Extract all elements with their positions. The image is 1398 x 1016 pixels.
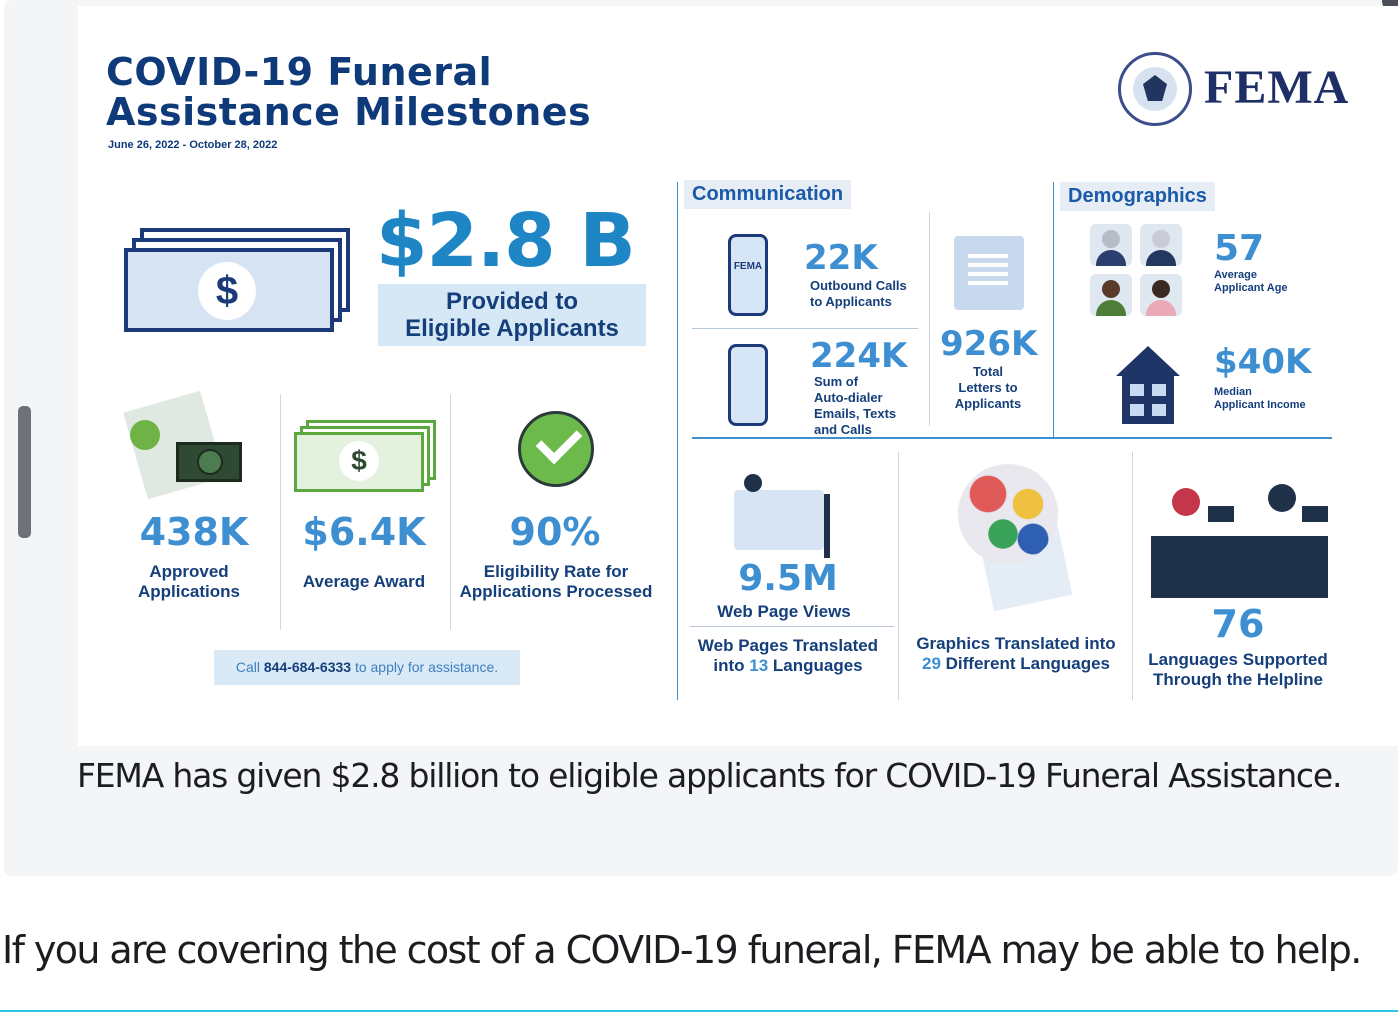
fema-logo [1118,52,1378,132]
letter-scroll-icon [954,236,1024,310]
flags-globe-icon [958,464,1058,564]
divider [898,452,899,700]
article-card [4,0,1398,876]
divider [690,626,894,627]
phone-icon: FEMA [728,234,768,316]
divider [1053,182,1054,438]
income-label: Median Applicant Income [1214,386,1306,411]
stat-label: Average Award [302,572,426,591]
stat-label: Approved Applications [137,562,240,601]
outbound-label: Outbound Calls to Applicants [810,278,907,309]
stat-value: 438K [139,510,249,554]
age-label: Average Applicant Age [1214,269,1288,294]
helpline-value: 76 [1211,602,1265,646]
fema-wordmark: FEMA [1204,61,1350,114]
helpline-label: Languages Supported Through the Helpline [1148,650,1328,689]
avatar-icon [1090,224,1132,266]
views-value: 9.5M [738,558,838,599]
translated-label: Web Pages Translated into 13 Languages [697,636,879,675]
letters-label: Total Letters to Applicants [954,364,1022,411]
dollar-bills-icon: $ [124,228,344,338]
avatar-icon [1090,274,1132,316]
divider [692,328,918,329]
tab-communication: Communication [684,180,851,209]
bottom-divider [0,1010,1398,1012]
divider [280,394,281,630]
divider [1132,452,1133,700]
infographic-title: COVID-19 Funeral Assistance Milestones [106,50,592,134]
avatar-icon [1140,224,1182,266]
tab-demographics: Demographics [1060,182,1215,211]
house-icon [1108,346,1188,426]
date-range: June 26, 2022 - October 28, 2022 [108,139,278,151]
avatar-icon [1140,274,1182,316]
outbound-value: 22K [804,238,878,278]
autodialer-label: Sum of Auto-dialer Emails, Texts and Calls [814,374,897,437]
web-scene-icon [724,464,854,564]
headline-label: Provided to Eligible Applicants [378,284,646,346]
scroll-handle[interactable] [16,404,33,540]
graphics-label: Graphics Translated into 29 Different Languages [916,634,1116,673]
phone-icon [728,344,768,426]
infographic-image: COVID-19 Funeral Assistance Milestones June 26, 2022 - October 28, 2022 FEMA $ $2.8 B Provided to Eligible Applicants $ 438K Approved Applications $6.4K Average Award 90% Eligibility Rate for Applications Processed Call 844-684-6333 to apply for assistance. Communication FEMA 22K Outbound Calls to Applicants 224K Sum of Auto-dialer Emails, Texts and Calls 926K Total Letters to Applicants Demographics 57 Average Applicant Age $40K Median Applicant Income 9.5M Web Page Views Web Pages Translated into 13 Languages Graphics Translated into 29 Different Languages 76 Languages Supported Through the Helpline [78,6,1398,746]
checkmark-icon [518,411,594,487]
body-paragraph: If you are covering the cost of a COVID-19 funeral, FEMA may be able to help. [2,928,1361,972]
phone-number[interactable]: 844-684-6333 [263,659,352,675]
divider [692,437,1332,439]
income-value: $40K [1214,342,1312,382]
stat-value: 90% [509,510,601,554]
call-to-apply: Call 844-684-6333 to apply for assistance. [214,650,520,685]
headline-amount: $2.8 B [376,198,635,284]
divider [450,394,451,630]
divider [677,182,678,700]
image-caption: FEMA has given $2.8 billion to eligible applicants for COVID-19 Funeral Assistance. [77,756,1342,795]
stat-value: $6.4K [302,510,426,554]
age-value: 57 [1214,228,1265,269]
stat-label: Eligibility Rate for Applications Processed [459,562,653,601]
views-label: Web Page Views [717,602,851,621]
letters-value: 926K [940,324,1038,364]
dhs-seal-icon [1118,52,1192,126]
autodialer-value: 224K [810,336,908,376]
